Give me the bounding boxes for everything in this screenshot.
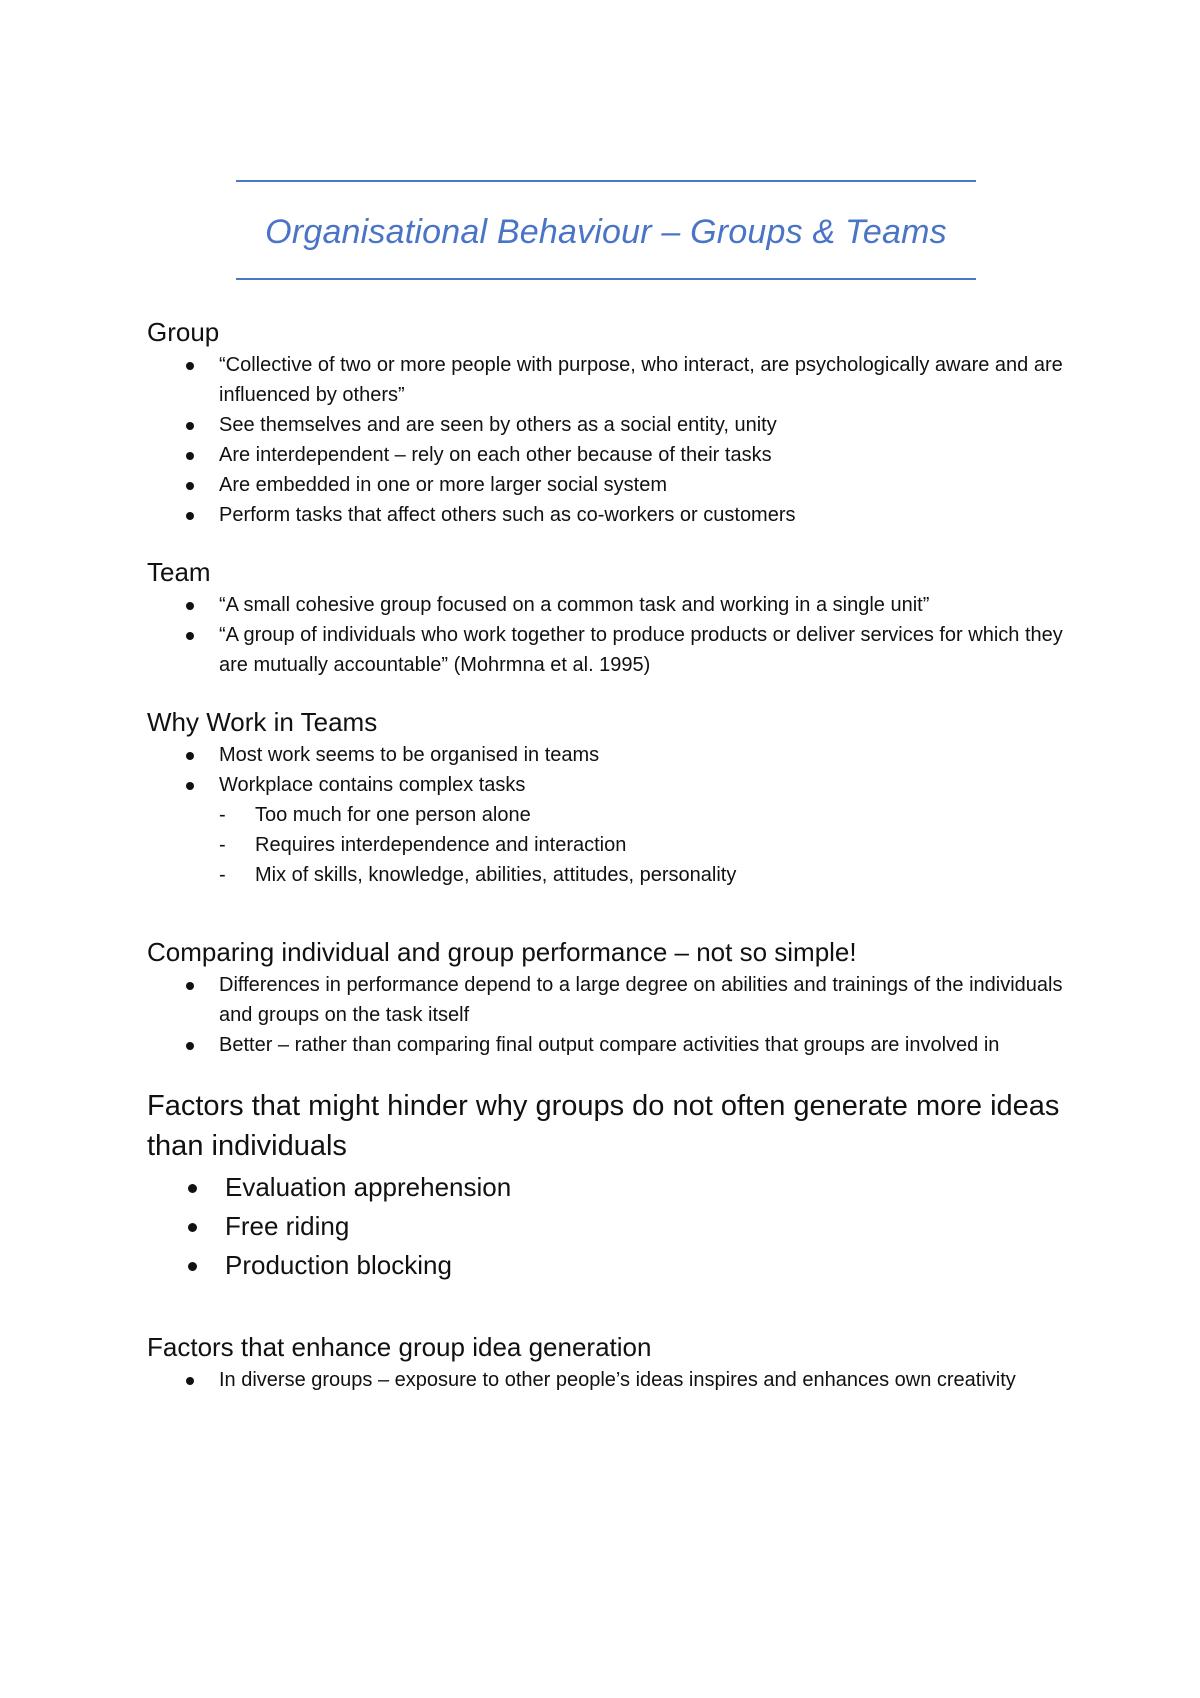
bullet-icon xyxy=(186,1377,194,1385)
enhance-bullet-list xyxy=(147,1365,1077,1395)
section-comparing xyxy=(147,936,1077,1060)
list-item: Are embedded in one or more larger social system xyxy=(147,470,1077,500)
document-body xyxy=(147,316,1077,1395)
list-item: “Collective of two or more people with purpose, who interact, are psychologically aware and are influenced by others” xyxy=(147,350,1077,410)
section-group xyxy=(147,316,1077,530)
list-item: Production blocking xyxy=(147,1246,1077,1285)
section-heading-why-teams: Why Work in Teams xyxy=(147,707,378,737)
bullet-icon xyxy=(188,1262,197,1271)
list-item: Workplace contains complex tasks xyxy=(147,770,1077,800)
list-item: “A small cohesive group focused on a common task and working in a single unit” xyxy=(147,590,1077,620)
bullet-icon xyxy=(186,512,194,520)
section-heading-hinder: Factors that might hinder why groups do not often generate more ideas than individuals xyxy=(147,1090,1060,1162)
list-item: Free riding xyxy=(147,1207,1077,1246)
comparing-bullet-list xyxy=(147,970,1077,1060)
bullet-icon xyxy=(188,1223,197,1232)
list-item: Are interdependent – rely on each other because of their tasks xyxy=(147,440,1077,470)
group-bullet-list xyxy=(147,350,1077,530)
bullet-icon xyxy=(186,982,194,990)
dash-marker: - xyxy=(219,834,226,856)
list-item: In diverse groups – exposure to other people’s ideas inspires and enhances own creativity xyxy=(147,1365,1077,1395)
section-heading-enhance: Factors that enhance group idea generation xyxy=(147,1332,652,1362)
bullet-icon xyxy=(186,752,194,760)
bullet-icon xyxy=(186,632,194,640)
title-block xyxy=(236,180,976,280)
list-item: Better – rather than comparing final output compare activities that groups are involved in xyxy=(147,1030,1077,1060)
bullet-icon xyxy=(186,422,194,430)
list-item: “A group of individuals who work together to produce products or deliver services for which they are mutually accountable” (Mohrmna et al. 1995) xyxy=(147,620,1077,680)
bullet-icon xyxy=(186,362,194,370)
why-teams-sub-list xyxy=(147,800,1077,890)
section-hinder xyxy=(147,1086,1077,1285)
page-title: Organisational Behaviour – Groups & Teams xyxy=(265,213,947,251)
list-item: Evaluation apprehension xyxy=(147,1168,1077,1207)
section-heading-group: Group xyxy=(147,317,220,347)
list-item: Differences in performance depend to a large degree on abilities and trainings of the individuals and groups on the task itself xyxy=(147,970,1077,1030)
list-item: See themselves and are seen by others as a social entity, unity xyxy=(147,410,1077,440)
bullet-icon xyxy=(186,782,194,790)
bullet-icon xyxy=(186,452,194,460)
bullet-icon xyxy=(186,602,194,610)
hinder-bullet-list xyxy=(147,1168,1077,1285)
sub-list-item: - Mix of skills, knowledge, abilities, attitudes, personality xyxy=(147,860,1077,890)
sub-list-item: - Too much for one person alone xyxy=(147,800,1077,830)
bullet-icon xyxy=(186,1042,194,1050)
why-teams-bullet-list xyxy=(147,740,1077,800)
bullet-icon xyxy=(188,1184,197,1193)
bullet-icon xyxy=(186,482,194,490)
section-heading-comparing: Comparing individual and group performance – not so simple! xyxy=(147,937,857,967)
section-heading-team: Team xyxy=(147,557,211,587)
list-item: Most work seems to be organised in teams xyxy=(147,740,1077,770)
section-team xyxy=(147,556,1077,680)
list-item: Perform tasks that affect others such as co-workers or customers xyxy=(147,500,1077,530)
team-bullet-list xyxy=(147,590,1077,680)
dash-marker: - xyxy=(219,864,226,886)
section-why-teams xyxy=(147,706,1077,890)
dash-marker: - xyxy=(219,804,226,826)
sub-list-item: - Requires interdependence and interaction xyxy=(147,830,1077,860)
section-enhance xyxy=(147,1331,1077,1395)
title-rule-bottom xyxy=(236,278,976,280)
